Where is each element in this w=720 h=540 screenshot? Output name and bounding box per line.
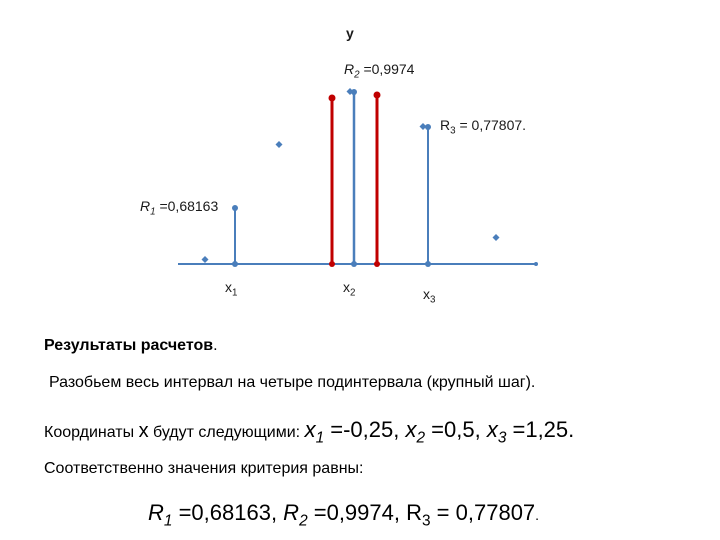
x1-diagram-sub: 1 <box>232 287 238 299</box>
x-values <box>304 417 575 447</box>
red-boundary-top-right <box>374 92 381 99</box>
r2-diagram-label <box>344 61 414 80</box>
x3-diagram-label <box>423 286 435 305</box>
r3-dot: . <box>535 507 540 523</box>
x2-diagram-sub: 2 <box>350 287 356 299</box>
x3-diagram-letter: x <box>423 286 430 302</box>
x1-diagram-label <box>225 279 237 298</box>
r1-diagram-letter: R <box>140 198 151 214</box>
x1-value: =-0,25, <box>324 417 406 442</box>
r3-diagram-letter: R <box>440 117 451 133</box>
red-boundary-bottom-left <box>329 261 335 267</box>
diamond-marker-2 <box>276 141 283 148</box>
x3-letter: x <box>486 417 498 442</box>
x2-letter: x <box>405 417 417 442</box>
x2-diagram-label <box>343 279 355 298</box>
r1-diagram-value: =0,68163 <box>155 198 219 214</box>
x-axis-end-point <box>534 262 538 266</box>
criterion-sentence: Соответственно значения критерия равны: <box>44 460 364 477</box>
red-boundary-bottom-right <box>374 261 380 267</box>
x2-value: =0,5, <box>425 417 487 442</box>
x3-diagram-sub: 3 <box>430 294 436 306</box>
x3-value: =1,25. <box>506 417 575 442</box>
x1-stem-top <box>232 205 238 211</box>
r1-letter: R <box>148 500 164 525</box>
r3-diagram-sub: 3 <box>450 125 456 137</box>
results-heading <box>44 337 218 355</box>
results-heading-text: Результаты расчетов <box>44 337 214 354</box>
r2-value: =0,9974, <box>307 500 407 525</box>
r1-diagram-label <box>140 198 218 217</box>
interval-sentence: Разобьем весь интервал на четыре подинтервала (крупный шаг). <box>49 374 536 391</box>
x2-stem-bottom <box>351 261 357 267</box>
r1-diagram-sub: 1 <box>150 206 156 218</box>
diamond-marker-5 <box>493 234 500 241</box>
r3-letter: R <box>406 500 422 525</box>
x1-letter: x <box>304 417 316 442</box>
coordinates-mid: будут следующими: <box>148 424 305 441</box>
r2-diagram-value: =0,9974 <box>359 61 415 77</box>
x2-sub: 2 <box>416 429 426 447</box>
r3-value: = 0,77807 <box>430 500 536 525</box>
r2-sub: 2 <box>299 512 308 530</box>
results-heading-dot: . <box>213 337 218 354</box>
r3-diagram-value: = 0,77807. <box>455 117 527 133</box>
coordinates-prefix: Координаты <box>44 424 139 441</box>
diamond-marker-4 <box>420 123 427 130</box>
x3-sub: 3 <box>497 429 507 447</box>
r1-sub: 1 <box>163 512 173 530</box>
diamond-marker-1 <box>202 256 209 263</box>
x2-diagram-letter: x <box>343 279 350 295</box>
y-axis-label: y <box>346 25 354 41</box>
r2-letter: R <box>283 500 300 525</box>
coordinates-sentence <box>44 416 574 452</box>
r2-diagram-sub: 2 <box>354 69 360 81</box>
r3-sub: 3 <box>422 512 431 530</box>
x1-sub: 1 <box>315 429 325 447</box>
r-values <box>148 500 539 530</box>
red-boundary-top-left <box>329 95 336 102</box>
coordinates-x-symbol: x <box>138 420 149 442</box>
r3-diagram-label <box>440 117 526 136</box>
x1-diagram-letter: x <box>225 279 232 295</box>
r2-diagram-letter: R <box>344 61 355 77</box>
x1-stem-bottom <box>232 261 238 267</box>
r1-value: =0,68163, <box>172 500 284 525</box>
x3-stem-bottom <box>425 261 431 267</box>
